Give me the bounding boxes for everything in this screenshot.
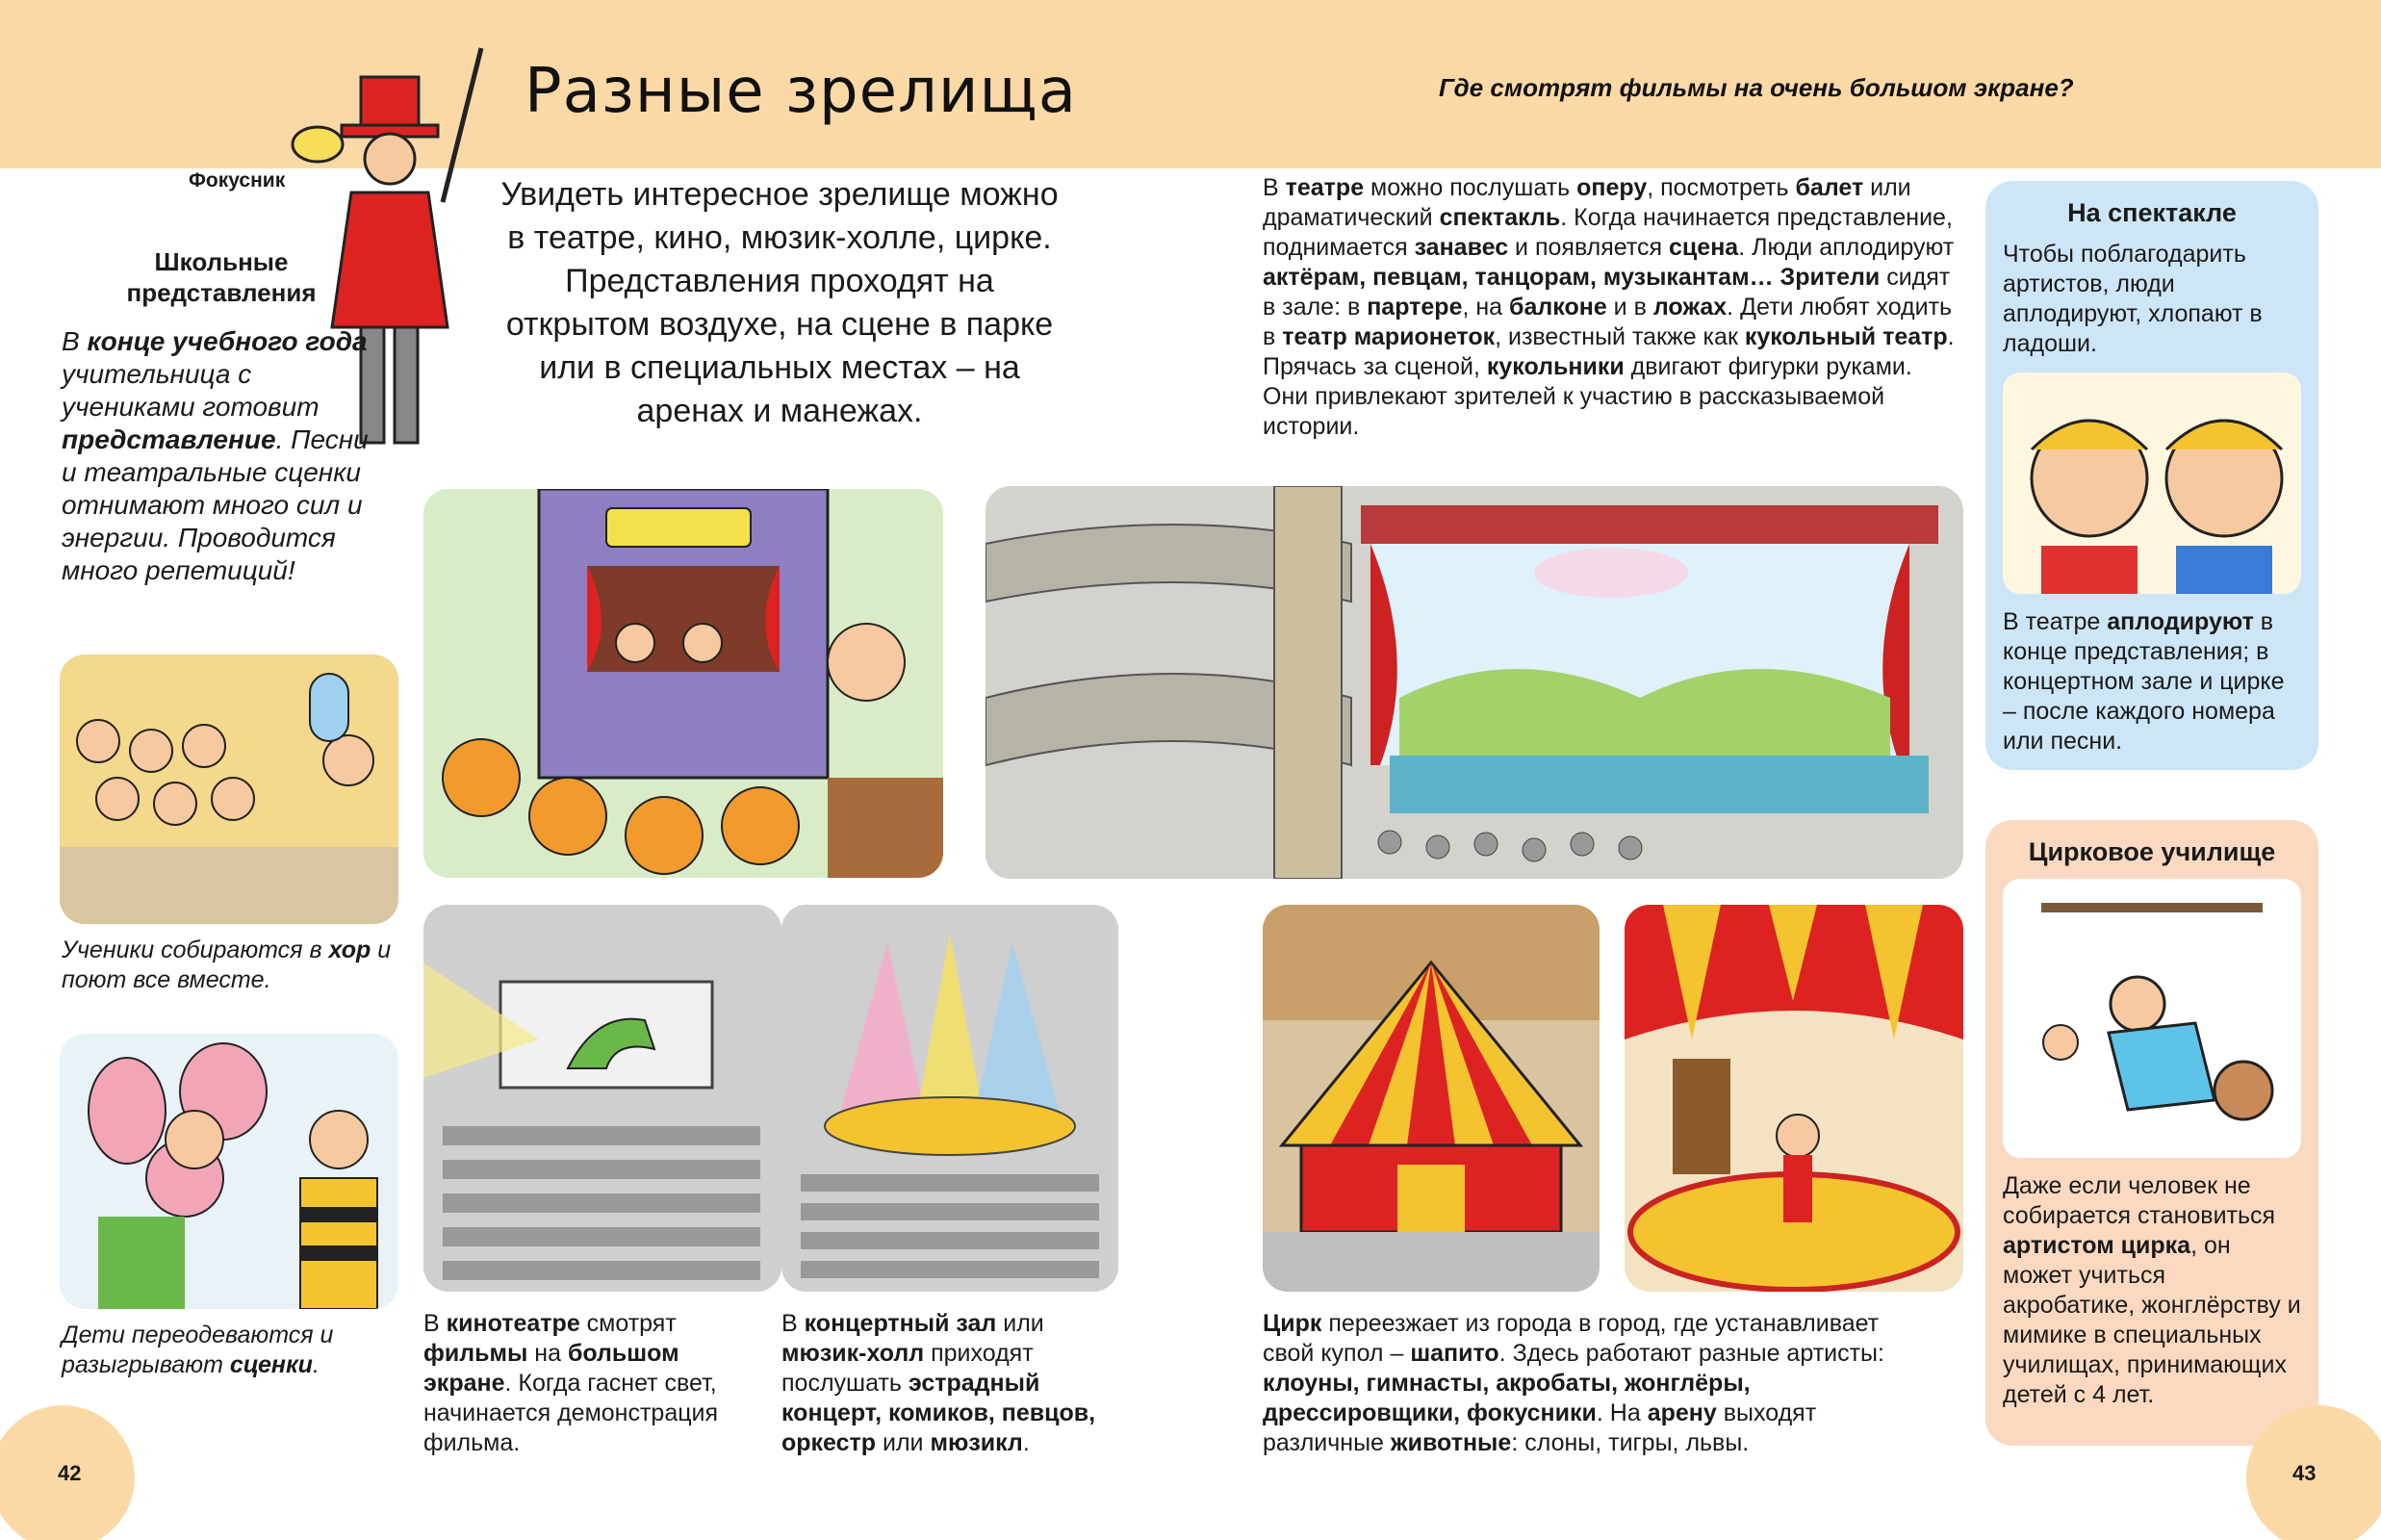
- school-text: В конце учебного года учительница с учениками готовит представление. Песни и театральные сценки отнимают много сил и энергии. Проводится много репетиций!: [62, 326, 369, 585]
- circus-arena-illustration: [1625, 905, 1963, 1292]
- page-number-left-text: 42: [58, 1461, 82, 1485]
- page-question: Где смотрят фильмы на очень большом экране?: [1439, 73, 2074, 102]
- costume-caption: Дети переодеваются и разыгрывают сценки.: [62, 1322, 334, 1378]
- costume-illustration: [60, 1034, 398, 1309]
- cinema-illustration: [423, 905, 781, 1292]
- concert-hall-illustration: [781, 905, 1118, 1292]
- spectacle-box-title: На спектакле: [2067, 198, 2237, 227]
- theatre-text: В театре можно послушать оперу, посмотреть балет или драматический спектакль. Когда начинается представление, поднимается занавес и появляется сцена. Люди аплодируют актёрам, певцам, танцорам, музыкантам… Зрители сидят в зале: в партере, на балконе и в ложах. Дети любят ходить в театр марионеток, известный также как кукольный театр. Прячась за сценой, кукольники двигают фигурки руками. Они привлекают зрителей к участию в рассказываемой истории.: [1263, 174, 1955, 440]
- clapping-children-illustration: [2003, 372, 2301, 594]
- circus-tent-illustration: [1263, 905, 1600, 1292]
- school-heading: Школьные представления: [126, 247, 317, 307]
- choir-illustration: [60, 654, 398, 924]
- big-theatre-illustration: [986, 486, 1963, 879]
- puppet-theatre-illustration: [423, 489, 943, 878]
- magician-label: Фокусник: [189, 169, 286, 192]
- concert-caption: В концертный зал или мюзик-холл приходят послушать эстрадный концерт, комиков, певцов, оркестр или мюзикл.: [781, 1310, 1096, 1456]
- page-number-right-text: 43: [2292, 1461, 2317, 1485]
- spectacle-box-text2: В театре аплодируют в конце представления; в концертном зале и цирке – после каждого номера или песни.: [2003, 608, 2285, 755]
- spectacle-box: [1985, 181, 2318, 770]
- spectacle-box-text1: Чтобы поблагодарить артистов, люди аплодируют, хлопают в ладоши.: [2003, 241, 2263, 357]
- page-number-left: [0, 1405, 135, 1540]
- intro-text: Увидеть интересное зрелище можно в театре, кино, мюзик-холле, цирке. Представления проходят на открытом воздухе, на сцене в парке или в специальных местах – на аренах и манежах.: [500, 176, 1059, 429]
- cinema-caption: В кинотеатре смотрят фильмы на большом экране. Когда гаснет свет, начинается демонстрация фильма.: [423, 1310, 719, 1456]
- page-number-right: [2246, 1405, 2381, 1540]
- choir-caption: Ученики собираются в хор и поют все вместе.: [62, 937, 392, 993]
- circus-school-box: [1985, 820, 2318, 1446]
- acrobat-illustration: [2003, 879, 2301, 1158]
- circus-school-text: Даже если человек не собирается становиться артистом цирка, он может учиться акробатике, жонглёрству и мимике в специальных училищах, принимающих детей с 4 лет.: [2003, 1172, 2301, 1408]
- circus-school-title: Цирковое училище: [2028, 837, 2276, 866]
- page-title: Разные зрелища: [525, 56, 1077, 127]
- circus-caption: Цирк переезжает из города в город, где устанавливает свой купол – шапито. Здесь работают разные артисты: клоуны, гимнасты, акробаты, жонглёры, дрессировщики, фокусники. На арену выходят различные животные: слоны, тигры, львы.: [1263, 1310, 1884, 1456]
